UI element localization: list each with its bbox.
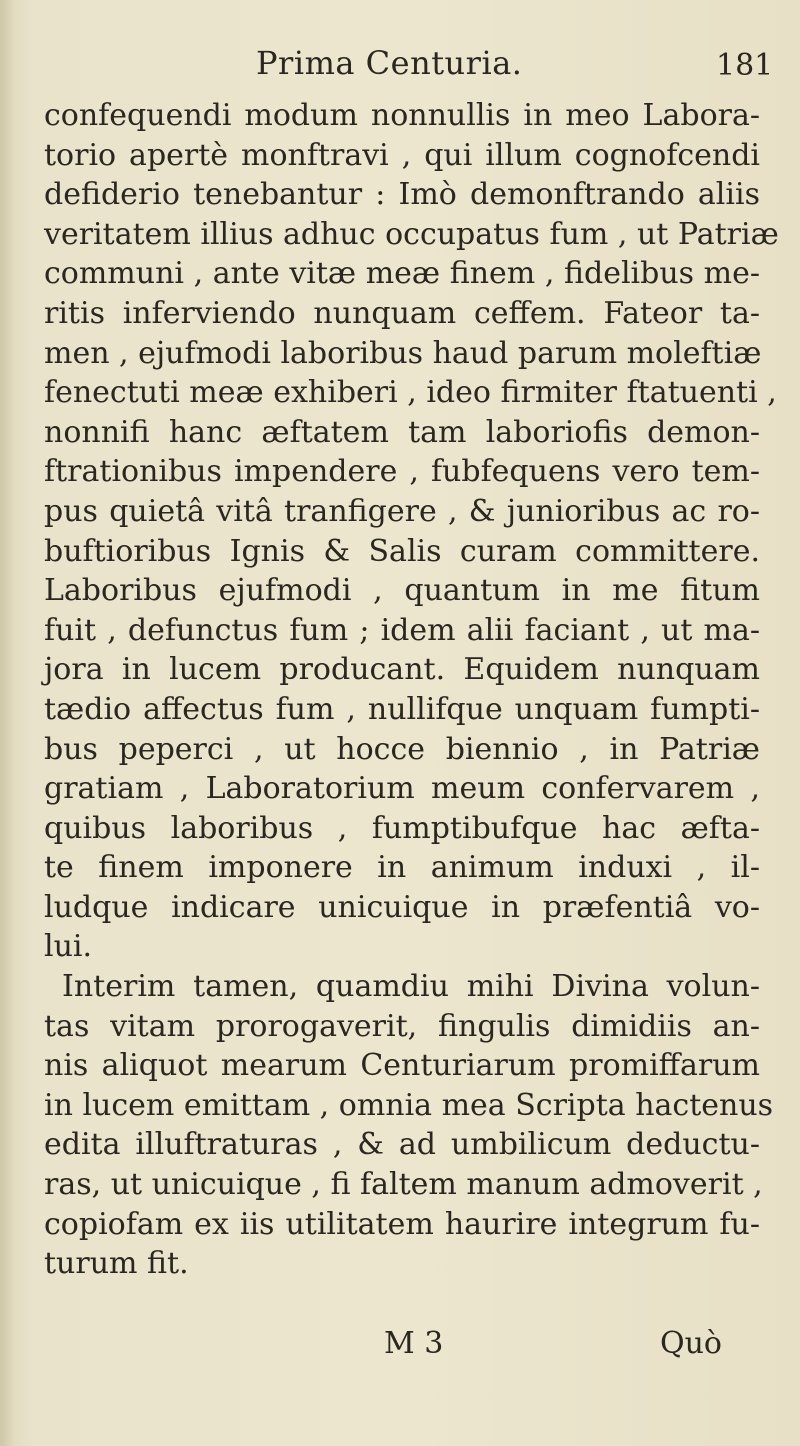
text-line: quibus laboribus , fumptibufque hac æfta- bbox=[44, 810, 760, 846]
text-line: buftioribus Ignis & Salis curam committere. bbox=[44, 533, 760, 569]
text-line: communi , ante vitæ meæ finem , fidelibus me- bbox=[44, 256, 760, 292]
text-line: copiofam ex iis utilitatem haurire integrum fu- bbox=[44, 1206, 760, 1242]
text-line: jora in lucem producant. Equidem nunquam bbox=[44, 652, 760, 688]
text-line: fenectuti meæ exhiberi , ideo firmiter ftatuenti , bbox=[44, 375, 777, 411]
text-line: ras, ut unicuique , fi faltem manum admoverit , bbox=[44, 1167, 763, 1203]
page-footer bbox=[0, 1326, 800, 1376]
page-number: 181 bbox=[716, 48, 774, 83]
page-header bbox=[0, 44, 800, 96]
text-line: pus quietâ vitâ tranfigere , & junioribus ac ro- bbox=[44, 493, 760, 529]
gutter-shadow bbox=[0, 0, 14, 1446]
text-line: defiderio tenebantur : Imò demonftrando aliis bbox=[44, 177, 760, 213]
text-line: veritatem illius adhuc occupatus fum , ut Patriæ bbox=[44, 216, 779, 252]
text-line: gratiam , Laboratorium meum confervarem , bbox=[44, 771, 760, 807]
text-line: te finem imponere in animum induxi , il- bbox=[44, 850, 760, 886]
text-line: in lucem emittam , omnia mea Scripta hactenus bbox=[44, 1087, 774, 1123]
text-line: tædio affectus fum , nullifque unquam fumpti- bbox=[44, 691, 760, 727]
text-line: torio apertè monftravi , qui illum cognofcendi bbox=[44, 137, 760, 173]
text-line: tas vitam prorogaverit, fingulis dimidiis an- bbox=[44, 1008, 760, 1044]
body-text bbox=[44, 96, 779, 1284]
text-line: fuit , defunctus fum ; idem alii faciant , ut ma- bbox=[44, 612, 760, 648]
text-line: nis aliquot mearum Centuriarum promiffarum bbox=[44, 1048, 760, 1084]
paragraph-start-line: Interim tamen, quamdiu mihi Divina volun- bbox=[62, 969, 760, 1005]
paragraph-end-line: turum fit. bbox=[44, 1246, 189, 1282]
text-line: edita illuftraturas , & ad umbilicum deductu- bbox=[44, 1127, 760, 1163]
text-line: bus peperci , ut hocce biennio , in Patriæ bbox=[44, 731, 760, 767]
text-line: ludque indicare unicuique in præfentiâ vo- bbox=[44, 889, 760, 925]
text-line: nonnifi hanc æftatem tam laboriofis demon- bbox=[44, 414, 760, 450]
paragraph-end-line: lui. bbox=[44, 929, 93, 965]
text-line: men , ejufmodi laboribus haud parum moleftiæ bbox=[44, 335, 762, 371]
text-line: Laboribus ejufmodi , quantum in me fitum bbox=[44, 573, 760, 609]
running-title: Prima Centuria. bbox=[256, 44, 523, 82]
signature-mark: M 3 bbox=[384, 1326, 444, 1361]
text-line: ritis inferviendo nunquam ceffem. Fateor ta- bbox=[44, 295, 760, 331]
catchword: Quò bbox=[660, 1326, 722, 1361]
text-line: confequendi modum nonnullis in meo Labora- bbox=[44, 98, 760, 133]
text-line: ftrationibus impendere , fubfequens vero tem- bbox=[44, 454, 760, 490]
